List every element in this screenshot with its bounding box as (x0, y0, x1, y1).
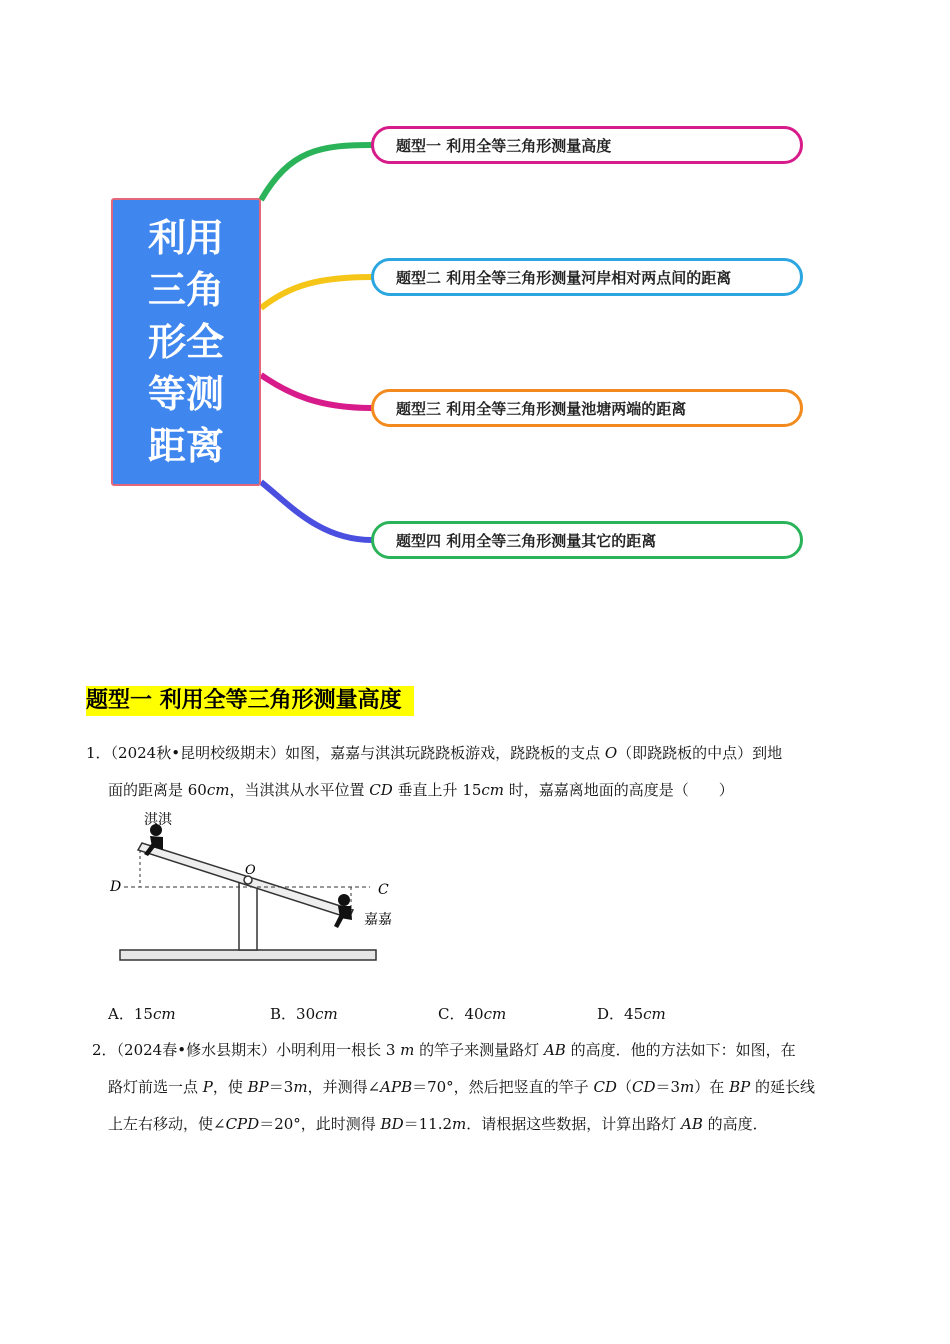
label-C: C (378, 882, 389, 898)
text: 上左右移动，使∠ (108, 1115, 226, 1133)
text: （ (616, 1078, 632, 1096)
var-CD: CD (369, 781, 393, 799)
var-CD: CD (593, 1078, 617, 1096)
seesaw-diagram (108, 810, 404, 970)
text: 时，嘉嘉离地面的高度是（ ） (504, 781, 734, 799)
connector-4 (261, 482, 372, 540)
text: ＝20°，此时测得 (259, 1115, 381, 1133)
question-source: （2024春•修水县期末） (116, 1041, 277, 1059)
text: 垂直上升 15 (392, 781, 482, 799)
question-2 (92, 1032, 866, 1143)
text: 的延长线 (750, 1078, 815, 1096)
unit: cm (481, 781, 505, 799)
var-P: P (202, 1078, 213, 1096)
question-source: （2024秋•昆明校级期末） (110, 744, 286, 762)
unit: m (400, 1041, 415, 1059)
section-title: 题型一 利用全等三角形测量高度 (86, 686, 414, 716)
connector-1 (261, 145, 372, 200)
mind-map (0, 0, 950, 620)
mind-map-center (111, 198, 261, 486)
label-D: D (110, 879, 122, 895)
choice-c (438, 1003, 506, 1024)
question-1-choices (108, 1003, 808, 1029)
choice-a (108, 1003, 176, 1024)
choice-unit: cm (643, 1005, 666, 1023)
connector-2 (261, 277, 372, 308)
text: ＝11.2 (403, 1115, 453, 1133)
question-2-line-3 (92, 1106, 866, 1143)
text: ，并测得∠ (307, 1078, 381, 1096)
question-number: 2． (92, 1041, 117, 1059)
text: 路灯前选一点 (108, 1078, 203, 1096)
choice-unit: cm (483, 1005, 507, 1023)
text: 的高度． (702, 1115, 768, 1133)
choice-letter: B． (270, 1005, 297, 1023)
var-AB: AB (681, 1115, 703, 1133)
choice-value: 45 (624, 1005, 644, 1023)
unit: m (293, 1078, 308, 1096)
text: （即跷跷板的中点）到地 (617, 744, 783, 762)
var-BP: BP (247, 1078, 269, 1096)
label-jiajia: 嘉嘉 (364, 912, 392, 928)
text: ）在 (694, 1078, 730, 1096)
branch-type-4: 题型四 利用全等三角形测量其它的距离 (371, 521, 803, 559)
var-O: O (604, 744, 618, 762)
var-CD: CD (631, 1078, 656, 1096)
connector-3 (261, 375, 372, 408)
support-post (239, 882, 257, 950)
unit: m (680, 1078, 695, 1096)
seesaw-figure (108, 810, 404, 970)
label-qiqi: 淇淇 (144, 812, 172, 828)
label-O: O (245, 863, 256, 878)
choice-value: 15 (133, 1005, 153, 1023)
var-APB: APB (380, 1078, 413, 1096)
choice-d (597, 1003, 666, 1024)
var-AB: AB (543, 1041, 566, 1059)
text: ＝3 (655, 1078, 681, 1096)
branch-type-3: 题型三 利用全等三角形测量池塘两端的距离 (371, 389, 803, 427)
ground (120, 950, 376, 960)
question-number: 1． (86, 744, 111, 762)
text: ＝70°，然后把竖直的竿子 (412, 1078, 594, 1096)
text: ．请根据这些数据，计算出路灯 (466, 1115, 682, 1133)
text: 面的距离是 60 (108, 781, 207, 799)
text: 的竿子来测量路灯 (414, 1041, 544, 1059)
text: ＝3 (268, 1078, 294, 1096)
unit: m (452, 1115, 467, 1133)
question-1-line-1 (86, 735, 866, 772)
unit: cm (206, 781, 230, 799)
text: 如图，嘉嘉与淇淇玩跷跷板游戏，跷跷板的支点 (285, 744, 605, 762)
choice-unit: cm (152, 1005, 176, 1023)
choice-value: 30 (296, 1005, 316, 1023)
choice-letter: A． (108, 1005, 134, 1023)
var-BD: BD (380, 1115, 404, 1133)
text: ，当淇淇从水平位置 (229, 781, 370, 799)
choice-value: 40 (464, 1005, 484, 1023)
choice-letter: D． (597, 1005, 625, 1023)
choice-b (270, 1003, 338, 1024)
var-CPD: CPD (225, 1115, 260, 1133)
question-1 (86, 735, 866, 809)
branch-type-1: 题型一 利用全等三角形测量高度 (371, 126, 803, 164)
question-1-line-2 (86, 772, 866, 809)
text: 小明利用一根长 3 (276, 1041, 401, 1059)
choice-unit: cm (315, 1005, 338, 1023)
text: ，使 (212, 1078, 248, 1096)
choice-letter: C． (438, 1005, 465, 1023)
branch-type-2: 题型二 利用全等三角形测量河岸相对两点间的距离 (371, 258, 803, 296)
question-2-line-1 (92, 1032, 866, 1069)
question-2-line-2 (92, 1069, 866, 1106)
mind-map-center-text: 利用三角形全等测距离 (147, 216, 224, 468)
var-BP: BP (729, 1078, 751, 1096)
text: 的高度．他的方法如下：如图，在 (565, 1041, 796, 1059)
